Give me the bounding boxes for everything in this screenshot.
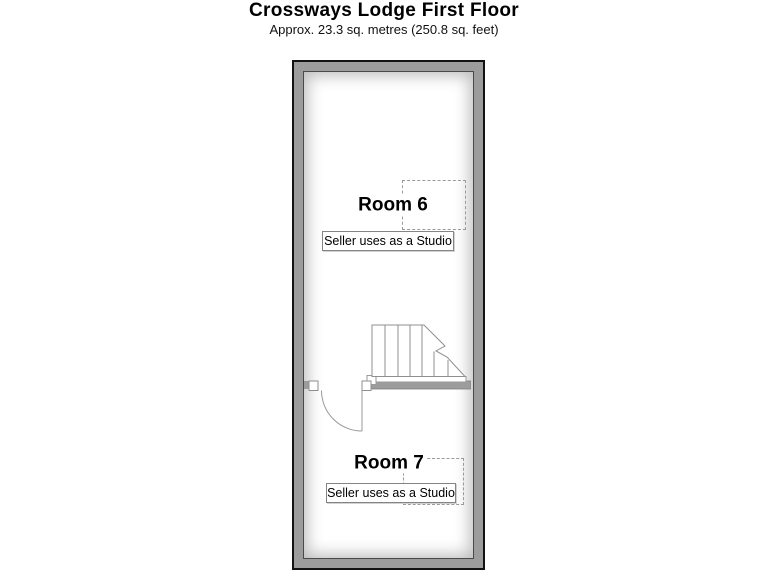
page-title: Crossways Lodge First Floor	[249, 0, 519, 21]
door-jamb-icon	[309, 381, 371, 391]
door-icon	[322, 391, 363, 432]
stairs-icon	[372, 325, 465, 377]
room6-note: Seller uses as a Studio	[322, 231, 454, 251]
page-subtitle: Approx. 23.3 sq. metres (250.8 sq. feet)	[269, 22, 499, 37]
room7-label: Room 7	[351, 453, 427, 474]
header	[0, 0, 768, 37]
room6-label: Room 6	[355, 195, 431, 216]
floorplan-interior	[303, 71, 474, 559]
floorplan	[292, 60, 485, 570]
room7-note: Seller uses as a Studio	[326, 483, 456, 503]
